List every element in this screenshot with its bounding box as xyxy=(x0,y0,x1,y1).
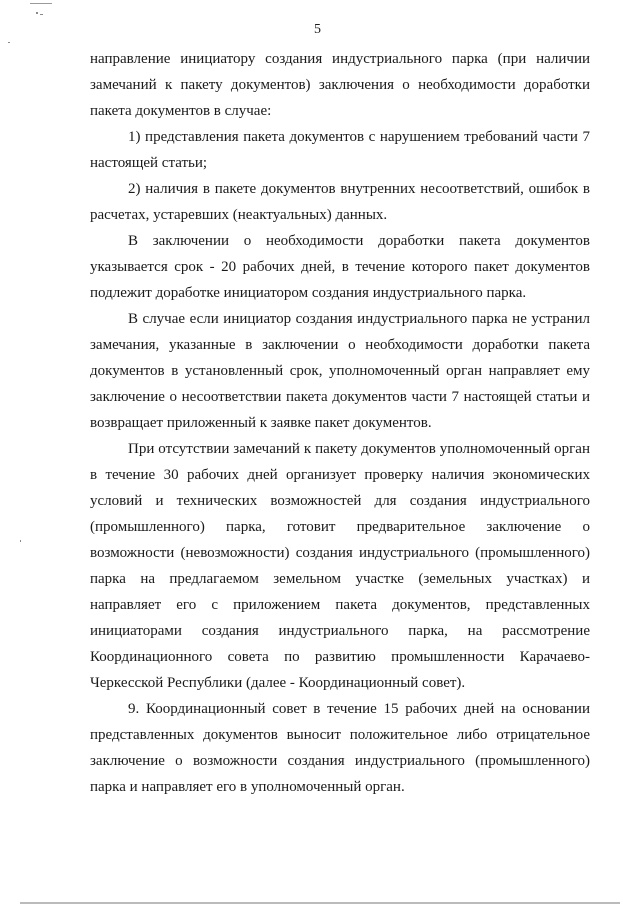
paragraph-continuation: направление инициатору создания индустриального парка (при наличии замечаний к пакету документов) заключения о необходимости доработки пакета документов в случае: xyxy=(90,51,590,119)
page-number: 5 xyxy=(314,22,321,37)
scan-artifact-dot xyxy=(40,14,43,15)
document-body xyxy=(90,46,590,800)
list-item-2: 2) наличия в пакете документов внутренних несоответствий, ошибок в расчетах, устаревших (неактуальных) данных. xyxy=(90,181,590,223)
list-item-1: 1) представления пакета документов с нарушением требований части 7 настоящей статьи; xyxy=(90,129,590,171)
page-bottom-edge xyxy=(20,902,620,904)
paragraph-unresolved-remarks: В случае если инициатор создания индустриального парка не устранил замечания, указанные в заключении о необходимости доработки пакета документов в установленный срок, уполномоченный орган направляет ему заключение о несоответствии пакета документов части 7 настоящей статьи и возвращает приложенный к заявке пакет документов. xyxy=(90,311,590,431)
scan-artifact-dot xyxy=(8,42,10,43)
paragraph-deadline: В заключении о необходимости доработки пакета документов указывается срок - 20 рабочих дней, в течение которого пакет документов подлежит доработке инициатором создания индустриального парка. xyxy=(90,233,590,301)
scan-artifact-dot xyxy=(36,12,38,14)
scan-artifact-dot xyxy=(20,540,21,542)
paragraph-no-remarks: При отсутствии замечаний к пакету документов уполномоченный орган в течение 30 рабочих дней организует проверку наличия экономических условий и технических возможностей для создания индустриального (промышленного) парка, готовит предварительное заключение о возможности (невозможности) создания индустриального (промышленного) парка на предлагаемом земельном участке (земельных участках) и направляет его с приложением пакета документов, представленных инициаторами создания индустриального парка, на рассмотрение Координационного совета по развитию промышленности Карачаево-Черкесской Республики (далее - Координационный совет). xyxy=(90,441,590,691)
paragraph-item-9: 9. Координационный совет в течение 15 рабочих дней на основании представленных документов выносит положительное либо отрицательное заключение о возможности создания индустриального (промышленного) парка и направляет его в уполномоченный орган. xyxy=(90,701,590,795)
scan-artifact-line xyxy=(30,3,52,4)
